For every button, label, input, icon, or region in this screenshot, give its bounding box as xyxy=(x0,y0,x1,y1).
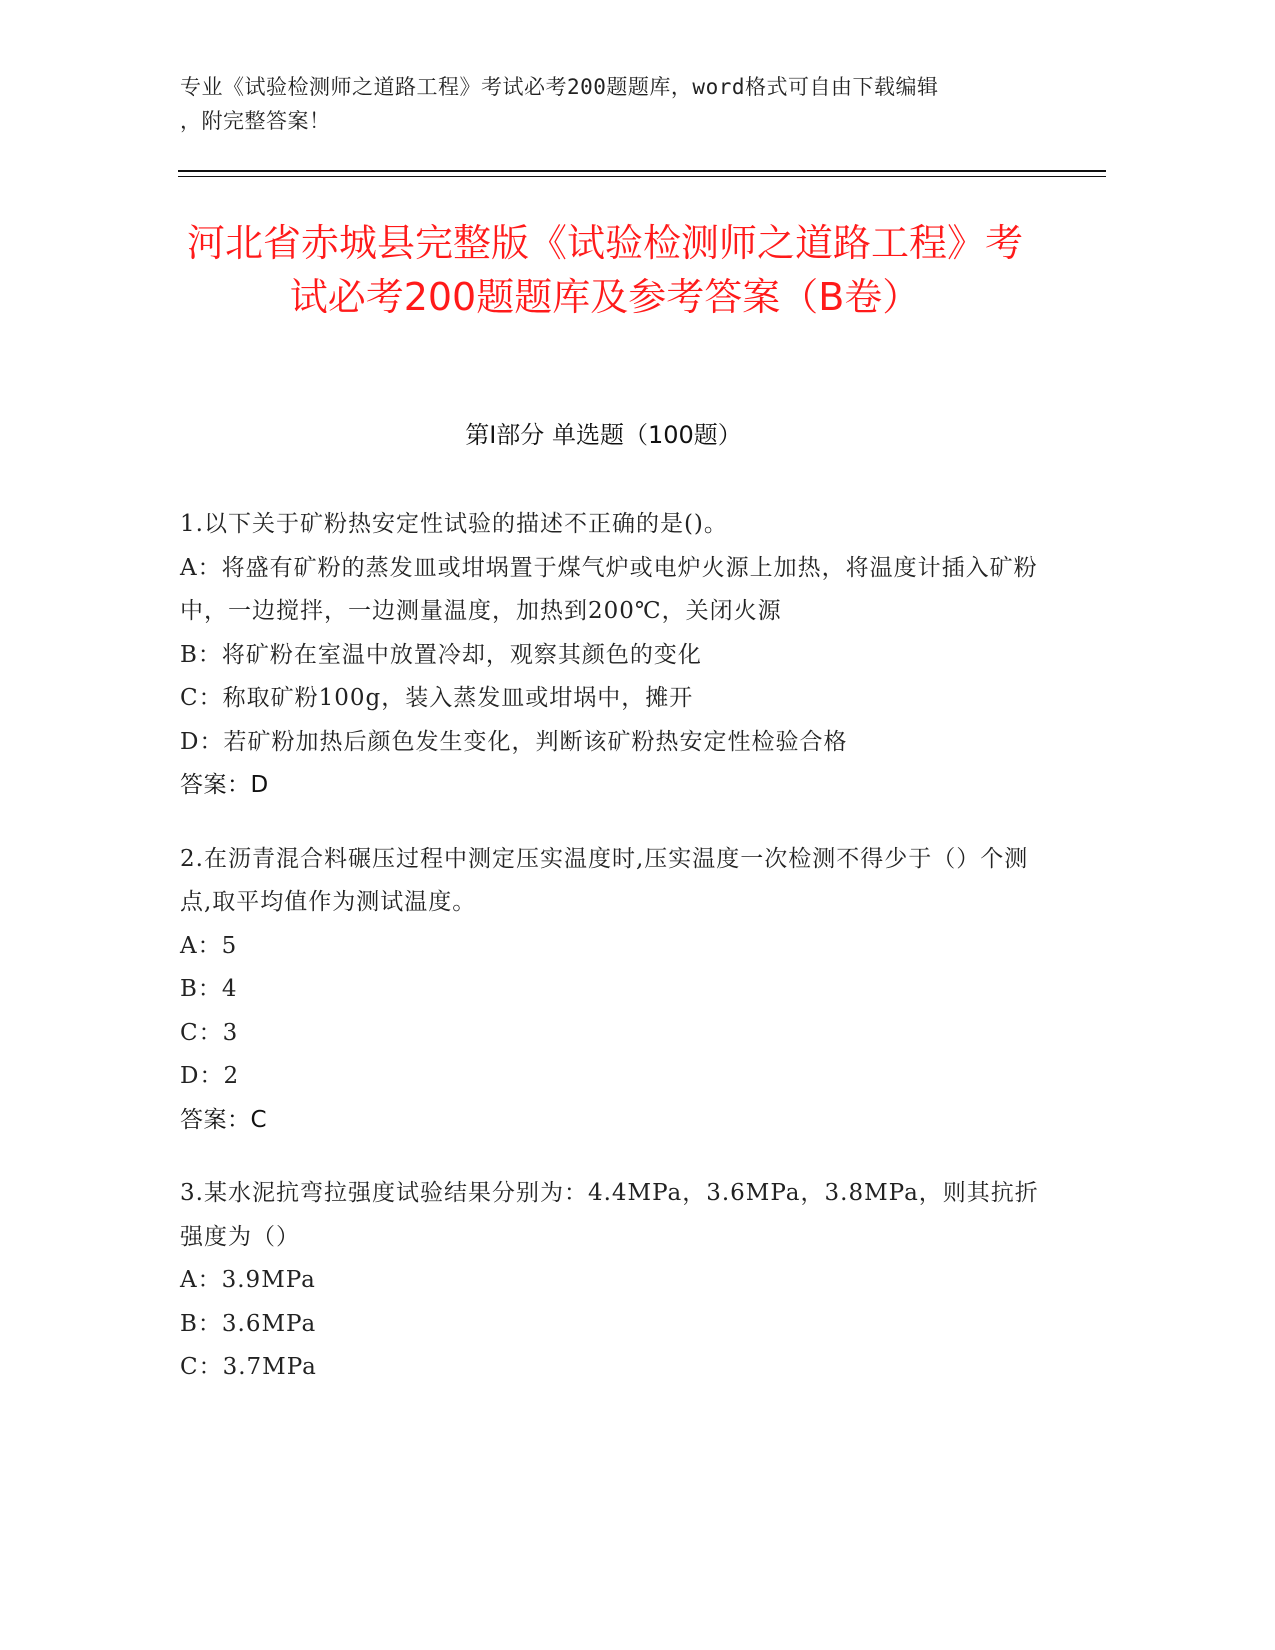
question-3 xyxy=(180,1172,1040,1390)
option-c: C：3 xyxy=(180,1019,239,1046)
question-list xyxy=(180,503,1040,1420)
header-note xyxy=(180,70,1040,138)
question-stem: 2.在沥青混合料碾压过程中测定压实温度时,压实温度一次检测不得少于（）个测点,取平均值作为测试温度。 xyxy=(180,845,1029,915)
option-a: A：3.9MPa xyxy=(180,1267,316,1293)
document-title: 河北省赤城县完整版《试验检测师之道路工程》考试必考200题题库及参考答案（B卷） xyxy=(186,221,1023,319)
answer-line: 答案：C xyxy=(180,1106,268,1133)
header-note-line-2: ，附完整答案！ xyxy=(180,109,331,133)
section-heading: 第Ⅰ部分 单选题（100题） xyxy=(465,421,742,449)
option-b: B：将矿粉在室温中放置冷却，观察其颜色的变化 xyxy=(180,641,702,668)
option-d: D：若矿粉加热后颜色发生变化，判断该矿粉热安定性检验合格 xyxy=(180,728,848,755)
question-stem: 3.某水泥抗弯拉强度试验结果分别为：4.4MPa，3.6MPa，3.8MPa，则其抗折强度为（） xyxy=(180,1180,1039,1250)
header-note-line-1: 专业《试验检测师之道路工程》考试必考200题题库，word格式可自由下载编辑 xyxy=(180,75,939,99)
option-c: C：3.7MPa xyxy=(180,1354,317,1380)
answer-line: 答案：D xyxy=(180,772,269,798)
option-b: B：4 xyxy=(180,976,238,1002)
option-a: A：将盛有矿粉的蒸发皿或坩埚置于煤气炉或电炉火源上加热，将温度计插入矿粉中，一边搅拌，一边测量温度，加热到200℃，关闭火源 xyxy=(180,554,1038,624)
option-d: D：2 xyxy=(180,1063,240,1089)
option-b: B：3.6MPa xyxy=(180,1310,317,1337)
option-c: C：称取矿粉100g，装入蒸发皿或坩埚中，摊开 xyxy=(180,685,694,711)
option-a: A：5 xyxy=(180,932,238,959)
question-2 xyxy=(180,838,1040,1143)
question-stem: 1.以下关于矿粉热安定性试验的描述不正确的是()。 xyxy=(180,511,728,537)
question-1 xyxy=(180,503,1040,808)
header-divider-thick xyxy=(178,170,1106,172)
header-divider-thin xyxy=(178,176,1106,177)
